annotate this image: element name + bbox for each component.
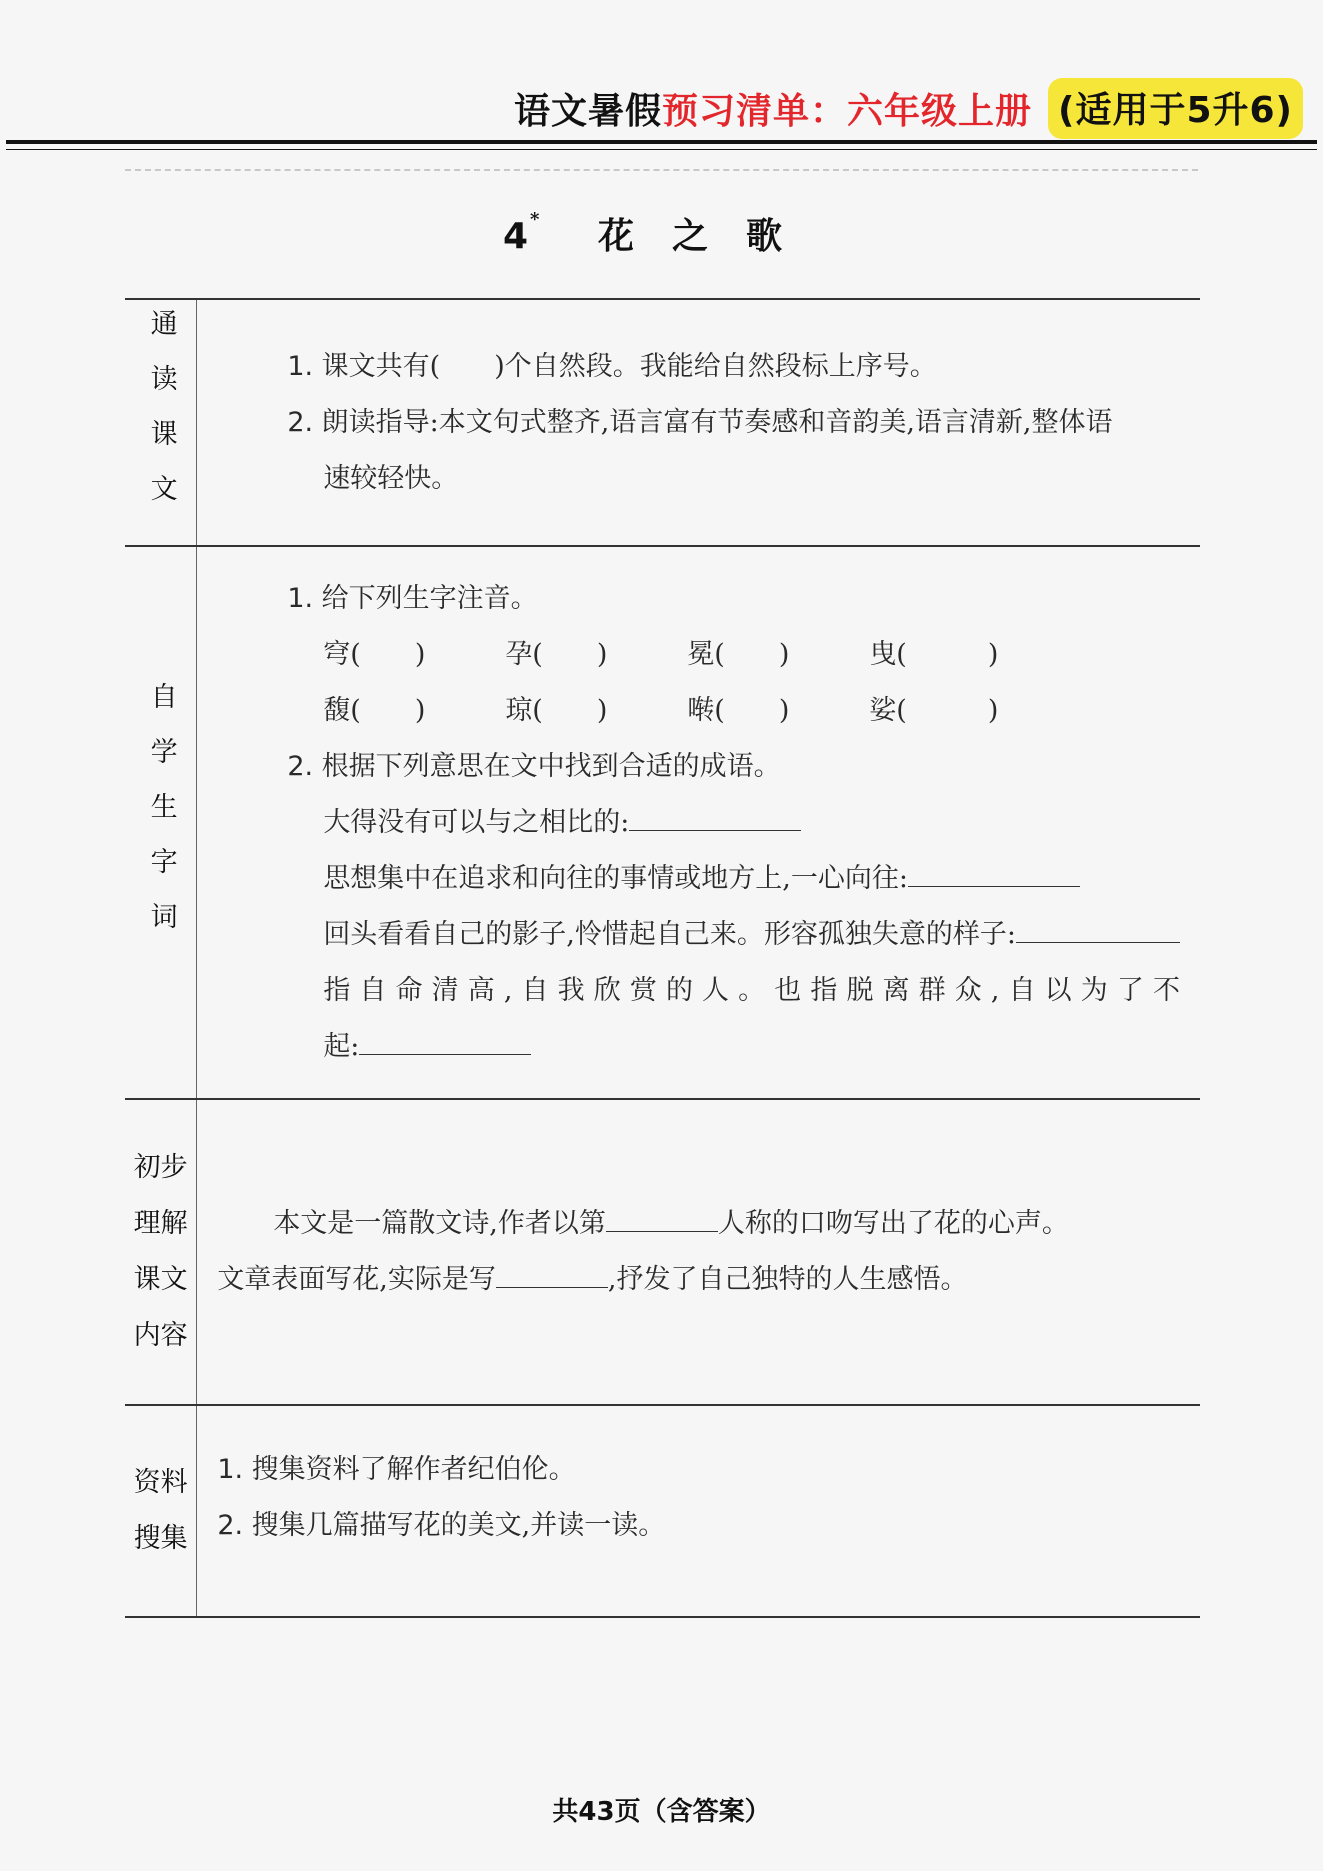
section-content: 本文是一篇散文诗,作者以第 人称的口吻写出了花的心声。 文章表面写花,实际是写 ,抒发了自己独特的人生感悟。 xyxy=(197,1099,1200,1405)
section-label: 通读课文 xyxy=(125,299,197,546)
header-rule-thick xyxy=(6,140,1317,144)
section-initial-understanding xyxy=(125,1099,1200,1405)
answer-blank[interactable] xyxy=(1016,912,1180,943)
answer-blank[interactable] xyxy=(629,800,801,831)
question-1: 给下列生字注音。 xyxy=(321,582,538,614)
pinyin-item[interactable]: 穹( ) xyxy=(323,638,426,670)
pinyin-item[interactable]: 娑( ) xyxy=(869,694,999,726)
pinyin-row-1 xyxy=(287,627,1180,683)
section-label: 自学生字词 xyxy=(125,546,197,1099)
definition-4-cont: 起: xyxy=(323,1030,360,1062)
section-self-study-words xyxy=(125,546,1200,1099)
question-2: 朗读指导:本文句式整齐,语言富有节奏感和音韵美,语言清新,整体语 xyxy=(321,406,1113,438)
answer-blank[interactable] xyxy=(496,1257,608,1288)
section-read-text xyxy=(125,299,1200,546)
lesson-name: 花之歌 xyxy=(598,215,821,257)
definition-1: 大得没有可以与之相比的: xyxy=(323,806,630,838)
question-1: 搜集资料了解作者纪伯伦。 xyxy=(251,1454,576,1485)
header-rule-thin xyxy=(6,149,1317,150)
pinyin-item[interactable]: 曳( ) xyxy=(869,638,999,670)
lesson-title xyxy=(0,208,1323,259)
dashed-divider xyxy=(125,169,1198,171)
section-content: 1. 搜集资料了解作者纪伯伦。 2. 搜集几篇描写花的美文,并读一读。 xyxy=(217,1454,666,1541)
section-material-collection xyxy=(125,1405,1200,1617)
header-banner xyxy=(514,78,1303,139)
pinyin-row-2 xyxy=(287,683,1180,739)
section-content: 1. 给下列生字注音。 穹( ) 孕( ) 冕( ) 曳( ) 馥( ) 琼( ) 啭( ) 娑( ) 2. 根据下列意思在文中找到合适的成语。 大得没有可以与之相比的: 思想集中在追求和向往的事情或地方上,一心向往: 回头看看自己的影子,怜惜起自己来。形容孤独失意的样子: 指自命清高,自我欣赏的人。也指脱离群众,自以为了不 起: xyxy=(287,582,1180,1062)
question-2-cont: 速较轻快。 xyxy=(323,462,459,494)
header-title-part2: 预习清单：六年级上册 xyxy=(661,91,1032,132)
page-footer: 共43页（含答案） xyxy=(552,1797,771,1827)
pinyin-item[interactable]: 馥( ) xyxy=(323,694,426,726)
lesson-number: 4 xyxy=(502,216,529,257)
answer-blank[interactable] xyxy=(908,856,1080,887)
section-label: 初步 理解 课文 内容 xyxy=(125,1099,197,1405)
section-label: 资料 搜集 xyxy=(125,1405,197,1617)
pinyin-item[interactable]: 孕( ) xyxy=(505,638,608,670)
answer-blank[interactable] xyxy=(359,1024,531,1055)
definition-3: 回头看看自己的影子,怜惜起自己来。形容孤独失意的样子: xyxy=(323,918,1016,950)
pinyin-item[interactable]: 啭( ) xyxy=(687,694,790,726)
lesson-mark: * xyxy=(530,209,540,230)
question-2: 根据下列意思在文中找到合适的成语。 xyxy=(321,750,781,782)
question-2: 搜集几篇描写花的美文,并读一读。 xyxy=(251,1510,666,1541)
pinyin-item[interactable]: 琼( ) xyxy=(505,694,608,726)
question-1: 课文共有( )个自然段。我能给自然段标上序号。 xyxy=(321,350,937,382)
pinyin-item[interactable]: 冕( ) xyxy=(687,638,790,670)
definition-2: 思想集中在追求和向往的事情或地方上,一心向往: xyxy=(323,862,908,894)
worksheet-table xyxy=(125,298,1200,1618)
definition-4: 指自命清高,自我欣赏的人。也指脱离群众,自以为了不 xyxy=(323,974,1180,1006)
answer-blank[interactable] xyxy=(606,1201,718,1232)
header-title-part1: 语文暑假 xyxy=(513,91,662,132)
section-content: 1. 课文共有( )个自然段。我能给自然段标上序号。 2. 朗读指导:本文句式整齐,语言富有节奏感和音韵美,语言清新,整体语 速较轻快。 xyxy=(197,299,1200,546)
header-badge: (适用于5升6) xyxy=(1048,78,1303,139)
